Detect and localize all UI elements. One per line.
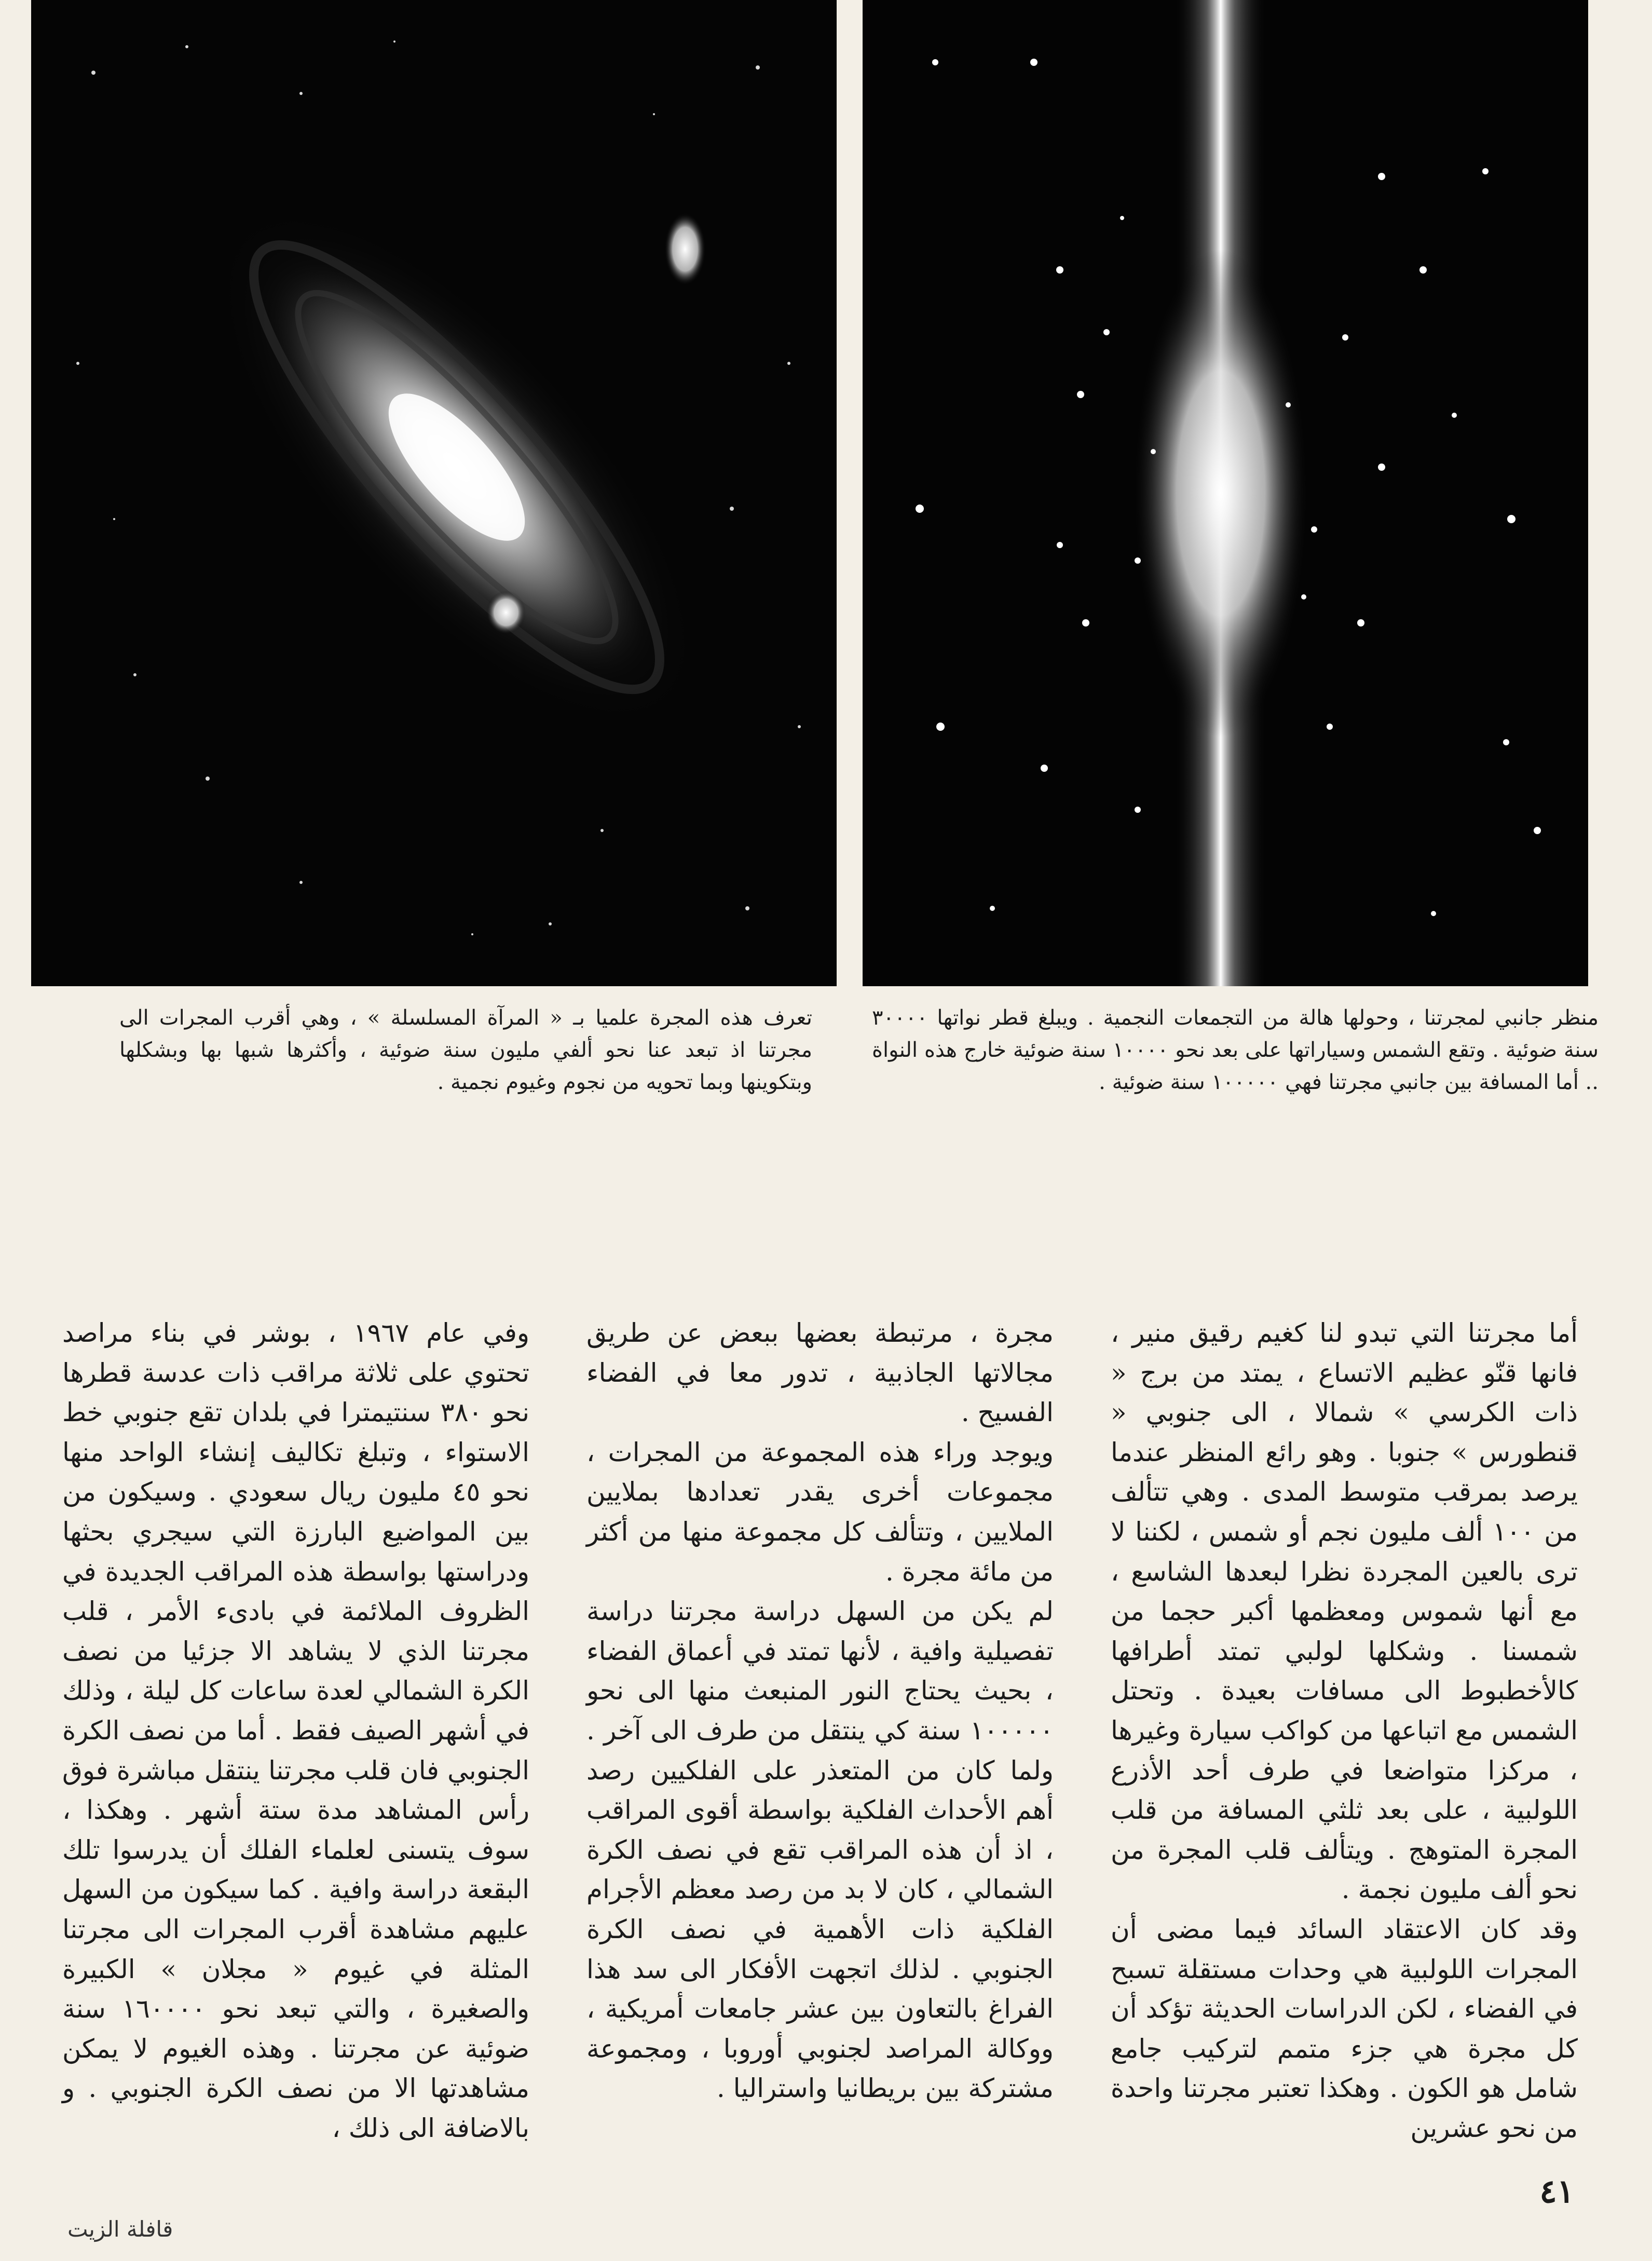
paragraph: مجرة ، مرتبطة بعضها ببعض عن طريق مجالاتها الجاذبية ، تدور معا في الفضاء الفسيح . bbox=[586, 1318, 1054, 1428]
page-number: ٤١ bbox=[1539, 2172, 1574, 2210]
edge-on-galaxy-image bbox=[863, 0, 1588, 986]
magazine-name: قافلة الزيت bbox=[67, 2216, 173, 2242]
photo-spiral-galaxy bbox=[31, 0, 837, 986]
article-column-middle bbox=[586, 1313, 1054, 2108]
paragraph: وفي عام ١٩٦٧ ، بوشر في بناء مراصد تحتوي على ثلاثة مراقب ذات عدسة قطرها نحو ٣٨٠ سنتيمترا في بلدان تقع جنوبي خط الاستواء ، وتبلغ تكاليف إنشاء الواحد منها نحو ٤٥ مليون ريال سعودي . وسيكون من بين المواضيع البارزة التي سيجري بحثها ودراستها بواسطة هذه المراقب الجديدة في الظروف الملائمة في بادىء الأمر ، قلب مجرتنا الذي لا يشاهد الا جزئيا من نصف الكرة الشمالي لعدة ساعات كل ليلة ، وذلك في أشهر الصيف فقط . أما من نصف الكرة الجنوبي فان قلب مجرتنا ينتقل مباشرة فوق رأس المشاهد مدة ستة أشهر . وهكذا ، سوف يتسنى لعلماء الفلك أن يدرسوا تلك البقعة دراسة وافية . كما سيكون من السهل عليهم مشاهدة أقرب المجرات الى مجرتنا المثلة في غيوم « مجلان » الكبيرة والصغيرة ، والتي تبعد نحو ١٦٠٠٠٠ سنة ضوئية عن مجرتنا . وهذه الغيوم لا يمكن مشاهدتها الا من نصف الكرة الجنوبي . و بالاضافة الى ذلك ، bbox=[62, 1318, 530, 2143]
spiral-galaxy-image bbox=[31, 0, 837, 986]
article-column-left bbox=[62, 1313, 529, 2148]
paragraph: وقد كان الاعتقاد السائد فيما مضى أن المجرات اللولبية هي وحدات مستقلة تسبح في الفضاء ، لكن الدراسات الحديثة تؤكد أن كل مجرة هي جزء متمم لتركيب جامع شامل هو الكون . وهكذا تعتبر مجرتنا واحدة من نحو عشرين bbox=[1111, 1914, 1578, 2143]
paragraph: أما مجرتنا التي تبدو لنا كغيم رقيق منير ، فانها قنّو عظيم الاتساع ، يمتد من برج « ذات الكرسي » شمالا ، الى جنوبي « قنطورس » جنوبا . وهو رائع المنظر عندما يرصد بمرقب متوسط المدى . وهي تتألف من ١٠٠ ألف مليون نجم أو شمس ، لكننا لا ترى بالعين المجردة نظرا لبعدها الشاسع ، مع أنها شموس ومعظمها أكبر حجما من شمسنا . وشكلها لولبي تمتد أطرافها كالأخطبوط الى مسافات بعيدة . وتحتل الشمس مع اتباعها من كواكب سيارة وغيرها ، مركزا متواضعا في طرف أحد الأذرع اللولبية ، على بعد ثلثي المسافة من قلب المجرة المتوهج . ويتألف قلب المجرة من نحو ألف مليون نجمة . bbox=[1111, 1318, 1578, 1905]
caption-edge-on-galaxy: منظر جانبي لمجرتنا ، وحولها هالة من التجمعات النجمية . ويبلغ قطر نواتها ٣٠٠٠٠ سنة ضوئية . وتقع الشمس وسياراتها على بعد نحو ١٠٠٠٠ سنة ضوئية خارج هذه النواة .. أما المسافة بين جانبي مجرتنا فهي ١٠٠٠٠٠ سنة ضوئية . bbox=[872, 1006, 1599, 1094]
paragraph: ويوجد وراء هذه المجموعة من المجرات ، مجموعات أخرى يقدر تعدادها بملايين الملايين ، وتتألف كل مجموعة منها من أكثر من مائة مجرة . bbox=[586, 1437, 1054, 1587]
paragraph: لم يكن من السهل دراسة مجرتنا دراسة تفصيلية وافية ، لأنها تمتد في أعماق الفضاء ، بحيث يحتاج النور المنبعث منها الى نحو ١٠٠٠٠٠ سنة كي ينتقل من طرف الى آخر . ولما كان من المتعذر على الفلكيين رصد أهم الأحداث الفلكية بواسطة أقوى المراقب ، اذ أن هذه المراقب تقع في نصف الكرة الشمالي ، كان لا بد من رصد معظم الأجرام الفلكية ذات الأهمية في نصف الكرة الجنوبي . لذلك اتجهت الأفكار الى سد هذا الفراغ بالتعاون بين عشر جامعات أمريكية ، ووكالة المراصد لجنوبي أوروبا ، ومجموعة مشتركة بين بريطانيا واستراليا . bbox=[586, 1596, 1054, 2104]
article-column-right bbox=[1111, 1313, 1578, 2148]
caption-spiral-galaxy: تعرف هذه المجرة علميا بـ « المرآة المسلسلة » ، وهي أقرب المجرات الى مجرتنا اذ تبعد عنا نحو ألفي مليون سنة ضوئية ، وأكثرها شبها بها وبشكلها وبتكوينها وبما تحويه من نجوم وغيوم نجمية . bbox=[119, 1006, 812, 1094]
photo-edge-on-galaxy bbox=[863, 0, 1588, 986]
